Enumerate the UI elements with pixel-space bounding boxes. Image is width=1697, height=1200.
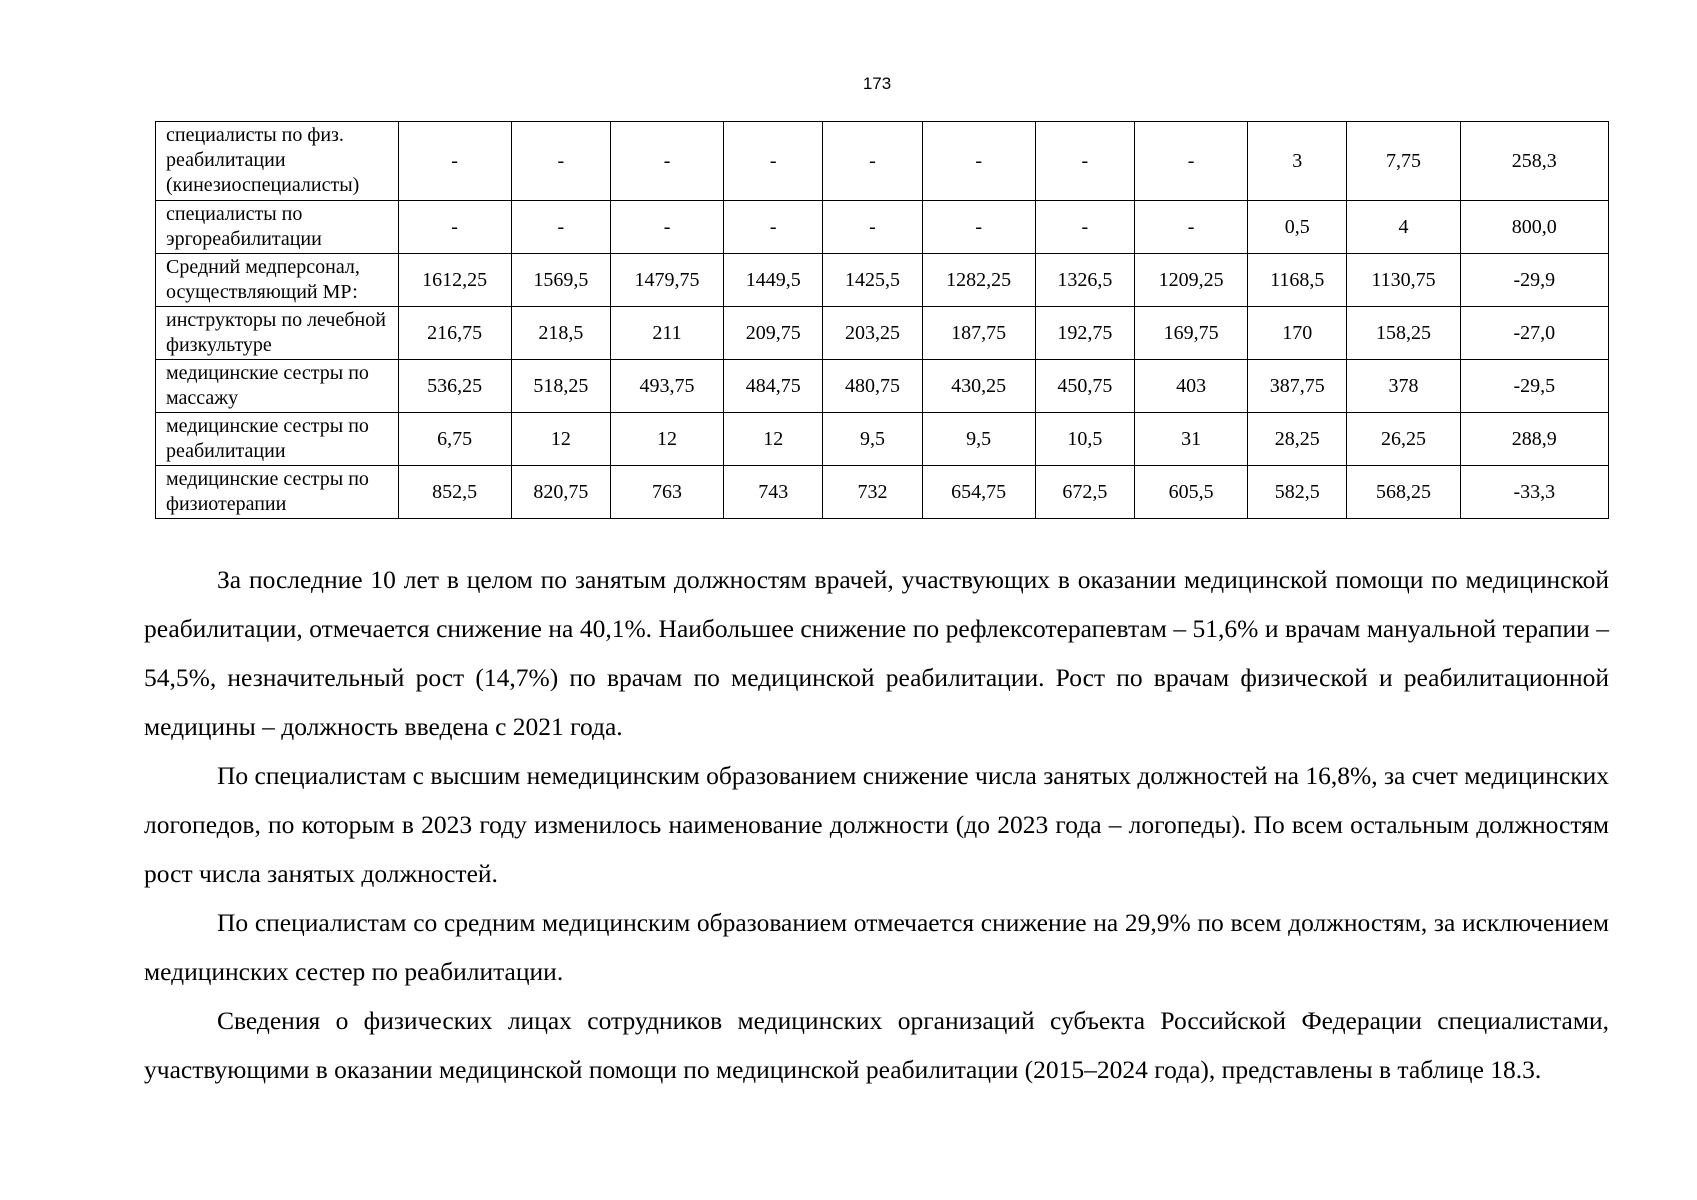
table-cell: 10,5 xyxy=(1035,413,1134,466)
table-row xyxy=(156,307,1609,360)
table-cell: - xyxy=(922,201,1035,254)
staffing-table xyxy=(155,121,1609,519)
table-cell: 169,75 xyxy=(1134,307,1247,360)
table-cell: 1569,5 xyxy=(511,254,610,307)
row-label-cell: медицинские сестры по реабилитации xyxy=(156,413,399,466)
table-row xyxy=(156,466,1609,519)
table-cell: 0,5 xyxy=(1248,201,1347,254)
table-cell: 209,75 xyxy=(724,307,823,360)
paragraph: По специалистам с высшим немедицинским образованием снижение числа занятых должностей на 16,8%, за счет медицинских логопедов, по которым в 2023 году изменилось наименование должности (до 2023 года – логопеды). По всем остальным должностям рост числа занятых должностей. xyxy=(144,761,1609,888)
table-cell: 6,75 xyxy=(398,413,511,466)
row-label-cell: специалисты по эргореабилитации xyxy=(156,201,399,254)
table-cell: - xyxy=(823,122,922,201)
table-cell: 187,75 xyxy=(922,307,1035,360)
row-label-cell: Средний медперсонал, осуществляющий МР: xyxy=(156,254,399,307)
row-label-cell: специалисты по физ. реабилитации (кинезиоспециалисты) xyxy=(156,122,399,201)
table-cell: 800,0 xyxy=(1460,201,1608,254)
table-cell: 763 xyxy=(610,466,723,519)
table-cell: 12 xyxy=(724,413,823,466)
table-cell: 743 xyxy=(724,466,823,519)
table-cell: 12 xyxy=(610,413,723,466)
table-cell: 484,75 xyxy=(724,360,823,413)
table-cell: 852,5 xyxy=(398,466,511,519)
table-cell: 1209,25 xyxy=(1134,254,1247,307)
table-cell: - xyxy=(398,122,511,201)
table-cell: 192,75 xyxy=(1035,307,1134,360)
table-row xyxy=(156,360,1609,413)
table-cell: 216,75 xyxy=(398,307,511,360)
table-cell: 288,9 xyxy=(1460,413,1608,466)
table-cell: 1130,75 xyxy=(1347,254,1460,307)
table-cell: - xyxy=(724,201,823,254)
table-cell: - xyxy=(1035,122,1134,201)
table-cell: - xyxy=(511,122,610,201)
row-label-cell: медицинские сестры по массажу xyxy=(156,360,399,413)
table-cell: 672,5 xyxy=(1035,466,1134,519)
table-cell: 170 xyxy=(1248,307,1347,360)
table-cell: 1425,5 xyxy=(823,254,922,307)
table-cell: 211 xyxy=(610,307,723,360)
table-cell: 7,75 xyxy=(1347,122,1460,201)
table-cell: 9,5 xyxy=(823,413,922,466)
table-cell: 1479,75 xyxy=(610,254,723,307)
table-cell: - xyxy=(1035,201,1134,254)
table-cell: 28,25 xyxy=(1248,413,1347,466)
table-cell: 605,5 xyxy=(1134,466,1247,519)
table-cell: 31 xyxy=(1134,413,1247,466)
table-cell: -29,9 xyxy=(1460,254,1608,307)
table-cell: 403 xyxy=(1134,360,1247,413)
table-cell: - xyxy=(610,201,723,254)
table-cell: 568,25 xyxy=(1347,466,1460,519)
paragraph: За последние 10 лет в целом по занятым должностям врачей, участвующих в оказании медицинской помощи по медицинской реабилитации, отмечается снижение на 40,1%. Наибольшее снижение по рефлексотерапевтам – 51,6% и врачам мануальной терапии – 54,5%, незначительный рост (14,7%) по врачам по медицинской реабилитации. Рост по врачам физической и реабилитационной медицины – должность введена с 2021 года. xyxy=(144,565,1609,741)
table-cell: - xyxy=(610,122,723,201)
table-cell: 820,75 xyxy=(511,466,610,519)
table-cell: - xyxy=(922,122,1035,201)
table-cell: 493,75 xyxy=(610,360,723,413)
table-cell: 258,3 xyxy=(1460,122,1608,201)
table-row xyxy=(156,201,1609,254)
table-row xyxy=(156,413,1609,466)
table-cell: -29,5 xyxy=(1460,360,1608,413)
table-cell: 430,25 xyxy=(922,360,1035,413)
table-row xyxy=(156,122,1609,201)
table-cell: 1449,5 xyxy=(724,254,823,307)
table-row xyxy=(156,254,1609,307)
table-cell: - xyxy=(1134,201,1247,254)
table-cell: 732 xyxy=(823,466,922,519)
table-cell: -27,0 xyxy=(1460,307,1608,360)
table-cell: 1326,5 xyxy=(1035,254,1134,307)
table-cell: 1612,25 xyxy=(398,254,511,307)
table-cell: 536,25 xyxy=(398,360,511,413)
table-cell: 203,25 xyxy=(823,307,922,360)
row-label-cell: медицинские сестры по физиотерапии xyxy=(156,466,399,519)
table-cell: 1282,25 xyxy=(922,254,1035,307)
row-label-cell: инструкторы по лечебной физкультуре xyxy=(156,307,399,360)
table-cell: 654,75 xyxy=(922,466,1035,519)
table-cell: 378 xyxy=(1347,360,1460,413)
table-cell: 1168,5 xyxy=(1248,254,1347,307)
table-cell: - xyxy=(1134,122,1247,201)
table-cell: - xyxy=(724,122,823,201)
table-cell: 387,75 xyxy=(1248,360,1347,413)
table-cell: 480,75 xyxy=(823,360,922,413)
table-cell: - xyxy=(823,201,922,254)
table-cell: 26,25 xyxy=(1347,413,1460,466)
table-cell: - xyxy=(398,201,511,254)
paragraph: По специалистам со средним медицинским образованием отмечается снижение на 29,9% по всем должностям, за исключением медицинских сестер по реабилитации. xyxy=(144,908,1609,986)
table-cell: 158,25 xyxy=(1347,307,1460,360)
table-cell: 218,5 xyxy=(511,307,610,360)
body-text xyxy=(144,555,1609,1094)
table-cell: - xyxy=(511,201,610,254)
table-cell: -33,3 xyxy=(1460,466,1608,519)
paragraph: Сведения о физических лицах сотрудников медицинских организаций субъекта Российской Федерации специалистами, участвующими в оказании медицинской помощи по медицинской реабилитации (2015–2024 года), представлены в таблице 18.3. xyxy=(144,1006,1609,1084)
table-cell: 518,25 xyxy=(511,360,610,413)
table-cell: 4 xyxy=(1347,201,1460,254)
table-cell: 3 xyxy=(1248,122,1347,201)
table-cell: 582,5 xyxy=(1248,466,1347,519)
table-cell: 450,75 xyxy=(1035,360,1134,413)
table-cell: 12 xyxy=(511,413,610,466)
table-cell: 9,5 xyxy=(922,413,1035,466)
page-number: 173 xyxy=(862,74,892,93)
